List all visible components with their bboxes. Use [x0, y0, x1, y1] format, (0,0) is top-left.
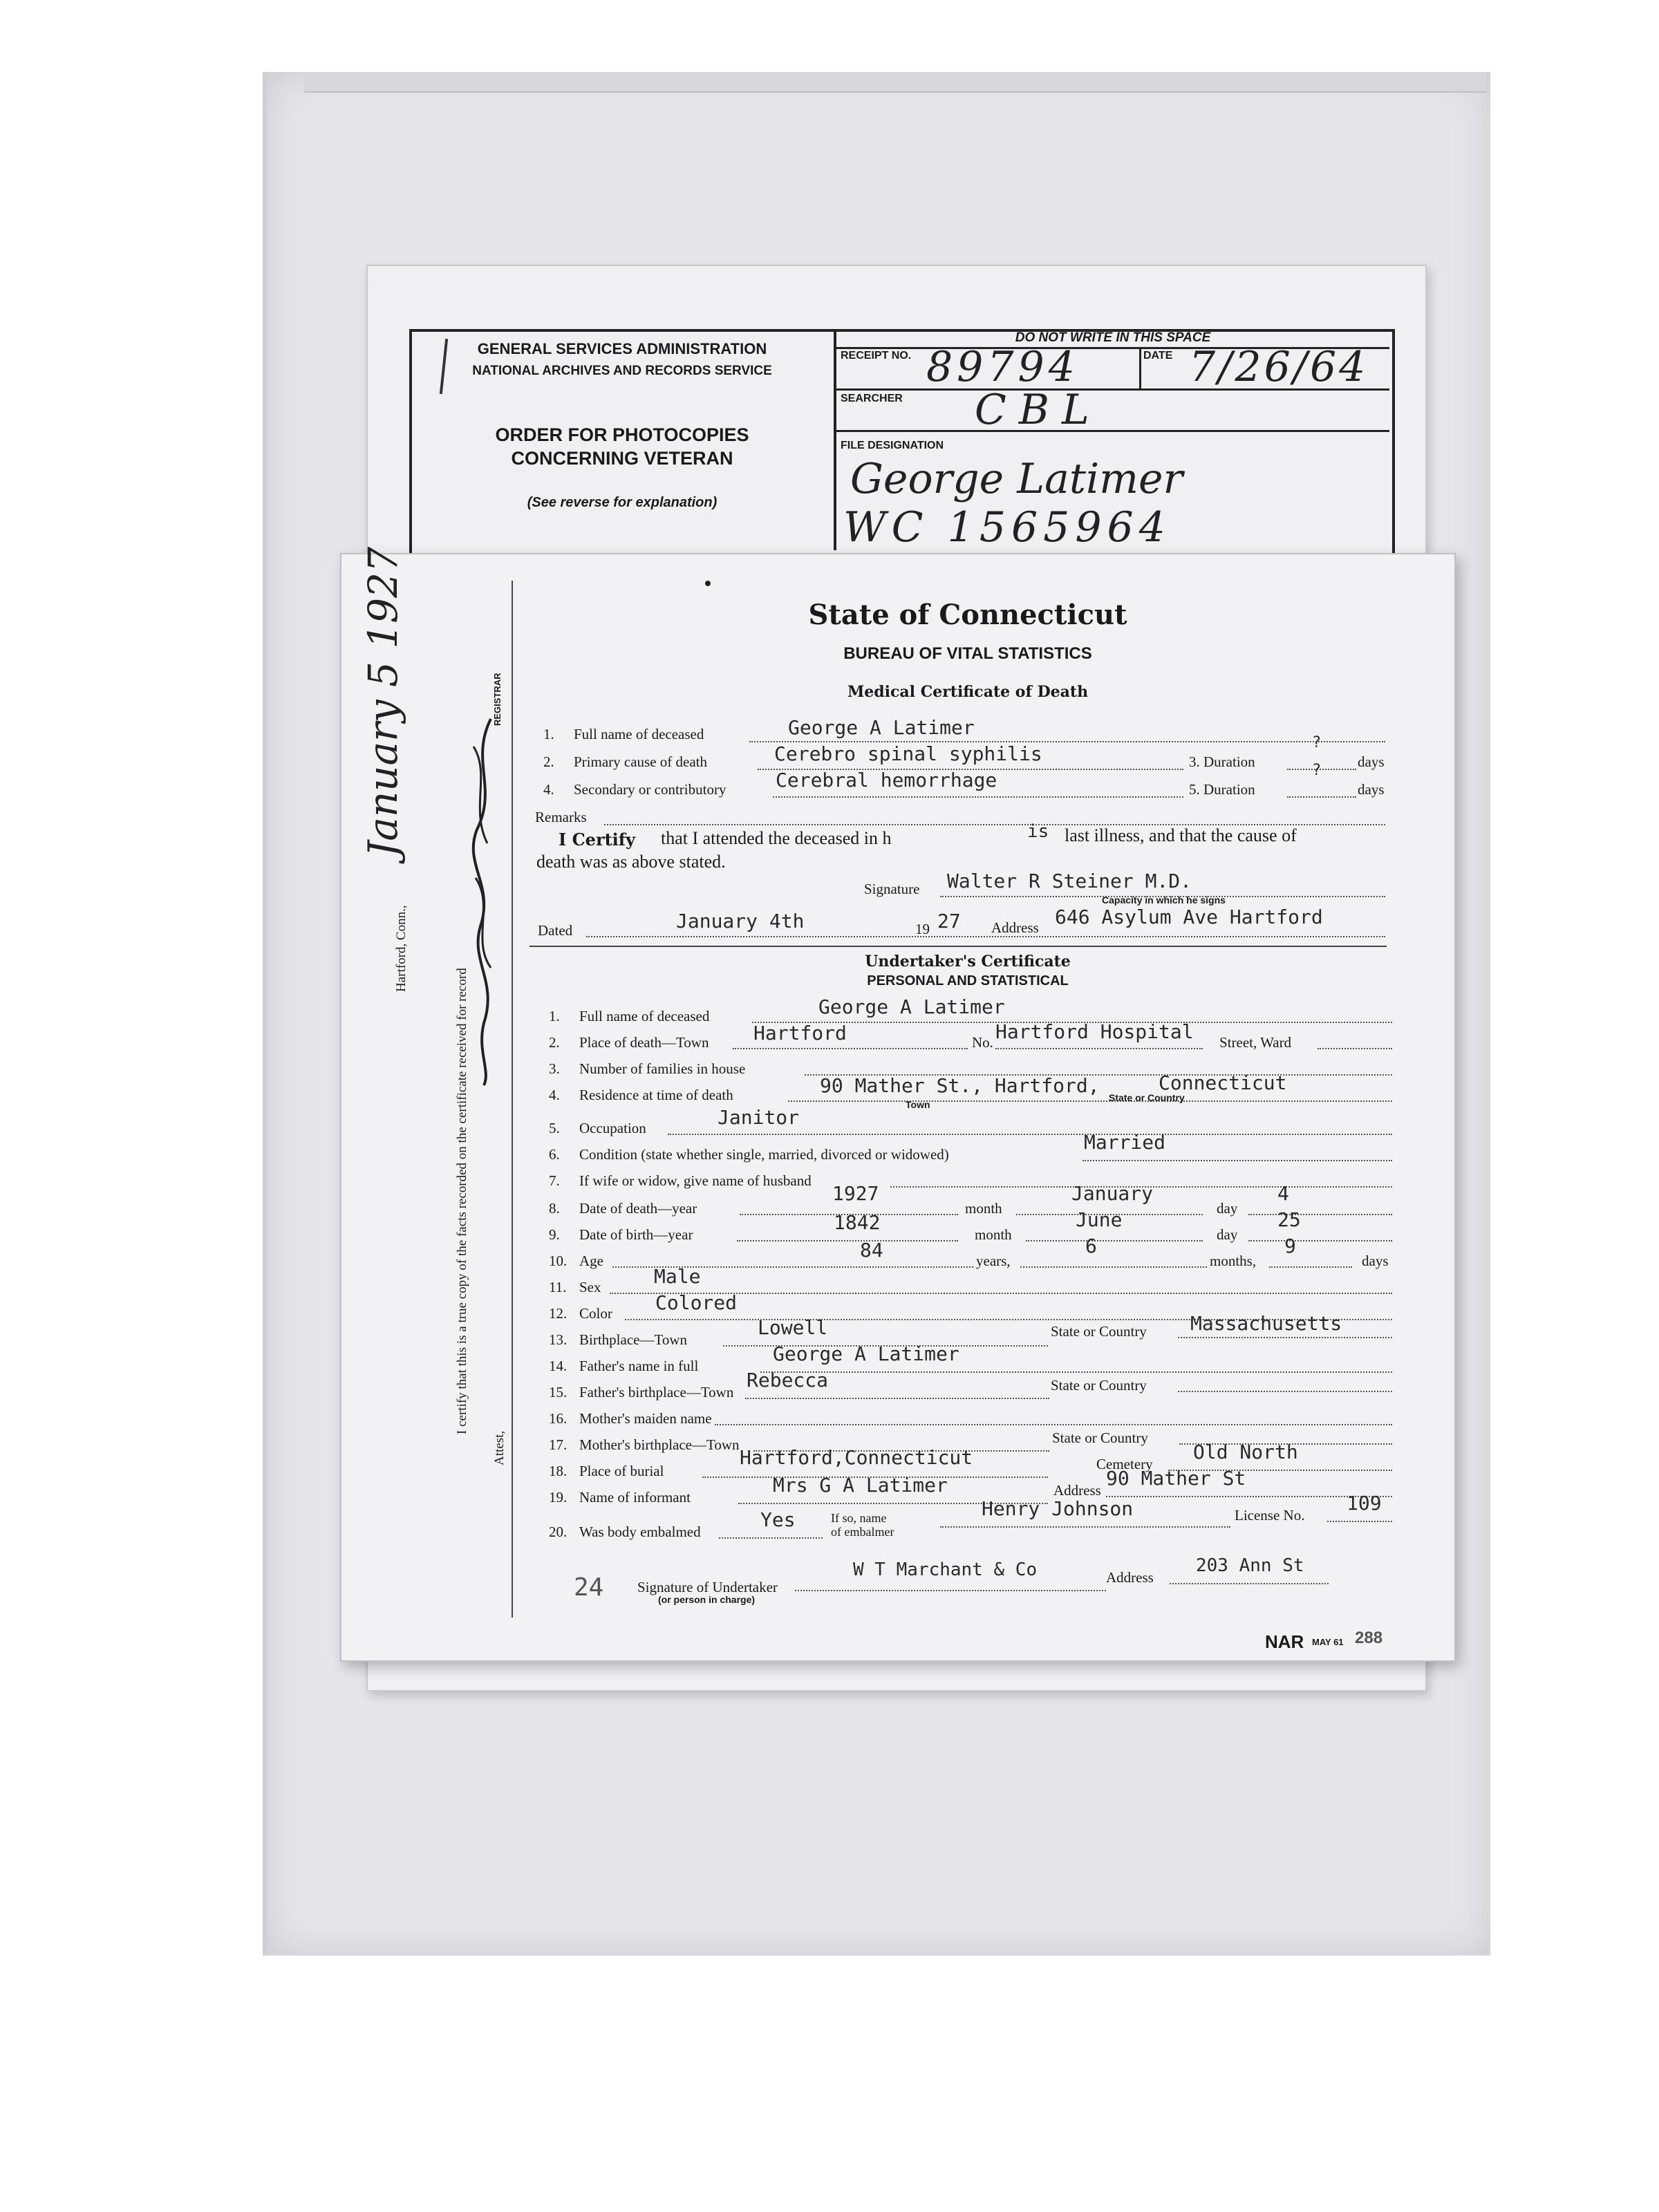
row-label: Full name of deceased: [579, 1008, 710, 1024]
year-suffix: 27: [937, 910, 961, 932]
months-label: months,: [1210, 1253, 1257, 1269]
fill-line: [940, 1526, 1230, 1528]
remarks-label: Remarks: [535, 809, 587, 825]
row-label: Date of death—year: [579, 1200, 697, 1217]
days-label: days: [1362, 1253, 1389, 1269]
do-not-write-label: DO NOT WRITE IN THIS SPACE: [1015, 330, 1211, 345]
ward-no-value: Hartford Hospital: [995, 1020, 1194, 1043]
fill-line: [733, 1048, 968, 1049]
file-number-value: WC 1565964: [843, 503, 1171, 552]
row-value: Rebecca: [747, 1369, 829, 1391]
fill-line: [1269, 1266, 1352, 1268]
row-value: Hartford,Connecticut: [740, 1446, 973, 1469]
fill-line: [586, 936, 1385, 937]
medical-row-label: Primary cause of death: [574, 753, 708, 770]
fill-line: [1178, 1391, 1392, 1392]
state-country-label: State or Country: [1051, 1323, 1147, 1340]
year-prefix: 19: [915, 921, 930, 937]
birth-state: Massachusetts: [1190, 1312, 1342, 1335]
fill-line: [773, 796, 1183, 798]
row-value: Lowell: [758, 1316, 828, 1339]
fill-line: [995, 1048, 1203, 1049]
street-ward-label: Street, Ward: [1219, 1034, 1292, 1051]
fill-line: [1170, 1583, 1329, 1584]
duration-3-label: 3. Duration: [1189, 753, 1255, 770]
row-number: 20.: [549, 1524, 568, 1540]
month-label: month: [965, 1200, 1002, 1217]
undertaker-address: 203 Ann St: [1196, 1555, 1304, 1576]
row-value: 84: [860, 1239, 883, 1262]
birth-day: 25: [1277, 1208, 1301, 1231]
row-label: Age: [579, 1253, 603, 1269]
row-number: 10.: [549, 1253, 568, 1269]
row-number: 11.: [549, 1279, 567, 1295]
fill-line: [1287, 769, 1356, 770]
margin-certify-text: I certify that this is a true copy of the facts recorded on the certificate received for record: [455, 968, 469, 1434]
agency-line-1: GENERAL SERVICES ADMINISTRATION: [477, 340, 767, 357]
margin-registrar: REGISTRAR: [492, 673, 503, 726]
order-title-line-1: ORDER FOR PHOTOCOPIES: [495, 424, 749, 445]
date-value: 7/26/64: [1189, 343, 1369, 391]
undertaker-signature-label: Signature of Undertaker: [637, 1579, 778, 1595]
section-divider: [529, 946, 1387, 947]
medical-row-label: Full name of deceased: [574, 726, 704, 742]
cemetery-value: Old North: [1193, 1441, 1298, 1463]
fill-line: [1248, 1240, 1392, 1241]
fill-line: [1178, 1337, 1392, 1338]
form-code-prefix: NAR: [1265, 1631, 1304, 1652]
row-value: George A Latimer: [773, 1342, 959, 1365]
row-label: Date of birth—year: [579, 1226, 693, 1243]
row-value: Colored: [655, 1291, 738, 1314]
bureau-title: BUREAU OF VITAL STATISTICS: [843, 644, 1092, 663]
fill-line: [1327, 1521, 1392, 1522]
medical-row-value: George A Latimer: [788, 716, 975, 739]
medical-row-value: Cerebro spinal syphilis: [774, 742, 1042, 765]
informant-address: 90 Mather St: [1106, 1467, 1246, 1490]
medical-row-label: Secondary or contributory: [574, 781, 727, 798]
row-label: Birthplace—Town: [579, 1331, 687, 1348]
fill-line: [737, 1240, 958, 1241]
row-label: Father's birthplace—Town: [579, 1384, 734, 1400]
fill-line: [788, 1100, 1392, 1102]
personal-title: PERSONAL AND STATISTICAL: [867, 973, 1069, 988]
dated-label: Dated: [538, 922, 573, 939]
medical-row-number: 1.: [543, 726, 554, 742]
margin-attest: Attest,: [492, 1430, 507, 1465]
row-number: 15.: [549, 1384, 568, 1400]
reverse-note: (See reverse for explanation): [527, 495, 718, 510]
row-label: Father's name in full: [579, 1358, 699, 1374]
informant-address-label: Address: [1053, 1482, 1101, 1499]
state-country-sublabel: State or Country: [1109, 1092, 1185, 1103]
row-label: Name of informant: [579, 1489, 691, 1506]
row-label: Number of families in house: [579, 1060, 746, 1077]
row-label: Sex: [579, 1279, 601, 1295]
form-code-month: MAY 61: [1312, 1637, 1344, 1647]
row-label: Mother's maiden name: [579, 1410, 712, 1427]
margin-hartford: Hartford, Conn.,: [394, 905, 409, 992]
fill-line: [745, 1398, 1049, 1399]
capacity-label: Capacity in which he signs: [1102, 894, 1226, 906]
order-form-divider: [834, 329, 836, 550]
cemetery-label: Cemetery: [1096, 1456, 1153, 1472]
row-number: 13.: [549, 1331, 568, 1348]
day-label: day: [1217, 1226, 1238, 1243]
folder-top-edge: [304, 72, 1486, 93]
row-number: 2.: [549, 1034, 560, 1051]
state-title: State of Connecticut: [808, 599, 1127, 631]
margin-rule: [512, 581, 513, 1618]
row-value: Male: [654, 1265, 701, 1288]
medical-row-number: 4.: [543, 781, 554, 798]
medical-title: Medical Certificate of Death: [847, 683, 1089, 701]
row-value: Janitor: [718, 1106, 800, 1129]
if-so-name: If so, name: [831, 1511, 887, 1525]
signature-label: Signature: [864, 881, 920, 897]
row-label: Condition (state whether single, married, divorced or widowed): [579, 1146, 949, 1163]
dated-value: January 4th: [676, 910, 805, 932]
death-day: 4: [1277, 1182, 1289, 1205]
death-month: January: [1071, 1182, 1154, 1205]
license-value: 109: [1347, 1492, 1382, 1515]
searcher-label: SEARCHER: [841, 393, 903, 404]
fill-line: [719, 1537, 823, 1539]
row-number: 9.: [549, 1226, 560, 1243]
row-label: Place of death—Town: [579, 1034, 709, 1051]
fill-line: [1318, 1048, 1392, 1049]
ward-no-label: No.: [972, 1034, 993, 1051]
duration-5-unit: days: [1358, 781, 1385, 798]
fill-line: [1082, 1160, 1392, 1161]
certify-text-2: last illness, and that the cause of: [1065, 825, 1297, 845]
row-label: Mother's birthplace—Town: [579, 1436, 740, 1453]
file-name-value: George Latimer: [850, 455, 1183, 503]
fill-line: [1020, 1266, 1207, 1268]
row-number: 3.: [549, 1060, 560, 1077]
fill-line: [668, 1134, 1392, 1135]
row-label: Place of burial: [579, 1463, 664, 1479]
row-number: 5.: [549, 1120, 560, 1136]
age-days: 9: [1284, 1235, 1296, 1257]
row-label: Residence at time of death: [579, 1087, 733, 1103]
row-value: Married: [1084, 1131, 1166, 1154]
row-label: If wife or widow, give name of husband: [579, 1172, 812, 1189]
month-label: month: [975, 1226, 1012, 1243]
town-label: Town: [906, 1099, 930, 1110]
row-number: 1.: [549, 1008, 560, 1024]
row-number: 4.: [549, 1087, 560, 1103]
row-label: Was body embalmed: [579, 1524, 701, 1540]
row-number: 8.: [549, 1200, 560, 1217]
file-number: 24: [574, 1573, 604, 1602]
certify-text-3: death was as above stated.: [536, 852, 726, 872]
years-label: years,: [976, 1253, 1011, 1269]
file-designation-label: FILE DESIGNATION: [841, 440, 944, 451]
undertaker-value: W T Marchant & Co: [853, 1559, 1038, 1580]
medical-row-number: 2.: [543, 753, 554, 770]
punch-dot: [705, 581, 711, 586]
row-number: 18.: [549, 1463, 568, 1479]
physician-address: 646 Asylum Ave Hartford: [1055, 906, 1323, 928]
row-number: 14.: [549, 1358, 568, 1374]
embalmer-value: Henry Johnson: [982, 1497, 1134, 1520]
residence-state: Connecticut: [1159, 1071, 1287, 1094]
row-value: 1842: [834, 1211, 881, 1234]
fill-line: [1248, 1214, 1392, 1215]
searcher-value: CBL: [975, 386, 1102, 434]
fill-line: [795, 1590, 1106, 1591]
registrar-signature: [463, 705, 505, 1092]
duration-3-unit: days: [1358, 753, 1385, 770]
duration-3-value: ?: [1312, 734, 1322, 751]
row-value: George A Latimer: [818, 995, 1005, 1018]
margin-date: January 5 1927: [359, 547, 406, 857]
row-value: Hartford: [753, 1022, 847, 1044]
row-value: Yes: [760, 1508, 796, 1531]
state-country-label: State or Country: [1051, 1377, 1147, 1394]
of-embalmer: of embalmer: [831, 1525, 894, 1539]
order-rule: [836, 430, 1389, 432]
receipt-value: 89794: [926, 343, 1079, 391]
duration-5-value: ?: [1312, 762, 1322, 779]
age-months: 6: [1085, 1235, 1097, 1257]
fill-line: [715, 1424, 1392, 1425]
row-number: 19.: [549, 1489, 568, 1506]
fill-line: [1287, 796, 1356, 798]
order-rule: [1139, 347, 1141, 388]
undertaker-title: Undertaker's Certificate: [865, 953, 1071, 971]
medical-row-value: Cerebral hemorrhage: [776, 769, 997, 791]
certify-lead: I Certify: [559, 830, 636, 850]
row-number: 6.: [549, 1146, 560, 1163]
receipt-label: RECEIPT NO.: [841, 350, 912, 362]
undertaker-address-label: Address: [1106, 1569, 1154, 1586]
birth-month: June: [1076, 1208, 1123, 1231]
license-label: License No.: [1235, 1507, 1305, 1524]
day-label: day: [1217, 1200, 1238, 1217]
row-number: 7.: [549, 1172, 560, 1189]
date-label: DATE: [1143, 350, 1173, 362]
fill-line: [1026, 1240, 1203, 1241]
order-title-line-2: CONCERNING VETERAN: [511, 448, 733, 469]
row-value: 90 Mather St., Hartford,: [820, 1074, 1100, 1097]
row-number: 17.: [549, 1436, 568, 1453]
form-code-number: 288: [1355, 1629, 1383, 1647]
row-number: 16.: [549, 1410, 568, 1427]
row-label: Occupation: [579, 1120, 646, 1136]
certify-text-1: that I attended the deceased in h: [661, 828, 892, 848]
state-country-label: State or Country: [1052, 1430, 1148, 1446]
person-in-charge: (or person in charge): [658, 1594, 756, 1605]
certify-his: is: [1027, 821, 1049, 842]
physician-signature: Walter R Steiner M.D.: [947, 870, 1192, 892]
fill-line: [760, 1371, 1392, 1373]
row-label: Color: [579, 1305, 612, 1322]
address-label: Address: [991, 919, 1039, 936]
row-value: Mrs G A Latimer: [773, 1474, 948, 1497]
duration-5-label: 5. Duration: [1189, 781, 1255, 798]
agency-line-2: NATIONAL ARCHIVES AND RECORDS SERVICE: [472, 364, 772, 378]
row-value: 1927: [832, 1182, 879, 1205]
row-number: 12.: [549, 1305, 568, 1322]
